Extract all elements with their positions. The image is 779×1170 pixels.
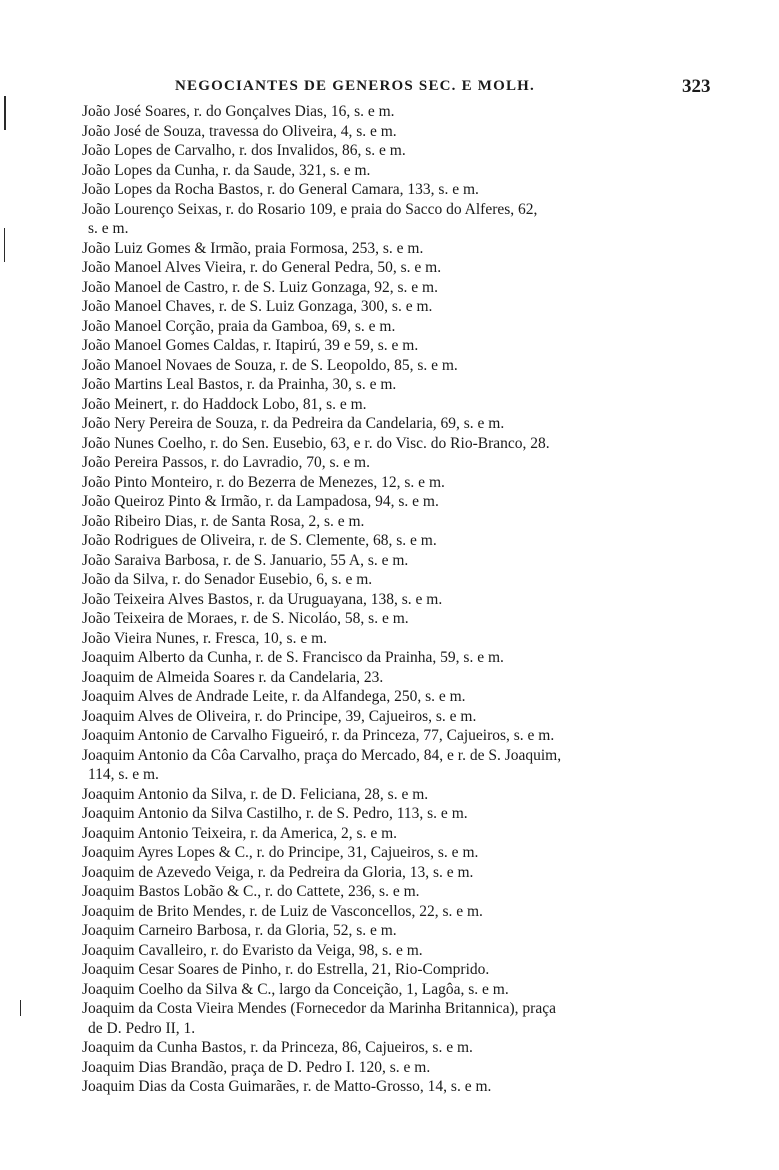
entry-text: João Manoel Novaes de Souza, r. de S. Leopoldo, 85, s. e m. [82, 356, 458, 374]
directory-entry [82, 1038, 722, 1058]
entry-text: Joaquim de Almeida Soares r. da Candelaria, 23. [82, 668, 384, 686]
entry-text: Joaquim Alves de Oliveira, r. do Principe, 39, Cajueiros, s. e m. [82, 707, 477, 725]
entry-text: Joaquim Cesar Soares de Pinho, r. do Estrella, 21, Rio-Comprido. [82, 961, 490, 978]
directory-entry [82, 258, 722, 278]
entry-text: Joaquim da Cunha Bastos, r. da Princeza, 86, Cajueiros, s. e m. [82, 1039, 473, 1056]
directory-entry [82, 843, 722, 863]
entry-text: Joaquim Antonio da Silva Castilho, r. de S. Pedro, 113, s. e m. [82, 805, 468, 822]
directory-entry [82, 707, 722, 727]
directory-entry [82, 590, 722, 610]
directory-entry [82, 141, 722, 161]
entry-text: Joaquim Ayres Lopes & C., r. do Principe, 31, Cajueiros, s. e m. [82, 844, 479, 861]
entry-text: Joaquim Cavalleiro, r. do Evaristo da Veiga, 98, s. e m. [82, 941, 423, 959]
directory-entry [82, 473, 722, 493]
entry-text: Joaquim Carneiro Barbosa, r. da Gloria, 52, s. e m. [82, 922, 397, 939]
merchant-directory-list [82, 102, 722, 1097]
entry-text: João Lopes da Cunha, r. da Saude, 321, s. e m. [82, 161, 371, 179]
directory-entry [82, 609, 722, 629]
entry-text: João Manoel Corção, praia da Gamboa, 69, s. e m. [82, 317, 396, 335]
entry-text: João Lopes de Carvalho, r. dos Invalidos, 86, s. e m. [82, 142, 406, 159]
entry-text: João José de Souza, travessa do Oliveira, 4, s. e m. [82, 122, 397, 140]
entry-text: João Meinert, r. do Haddock Lobo, 81, s. e m. [82, 395, 367, 413]
directory-entry [82, 824, 722, 844]
directory-entry [82, 239, 722, 259]
directory-entry [82, 921, 722, 941]
page-number: 323 [682, 76, 711, 97]
directory-entry [82, 863, 722, 883]
directory-entry [82, 453, 722, 473]
entry-text: Joaquim da Costa Vieira Mendes (Fornecedor da Marinha Britannica), praça [82, 1000, 556, 1017]
entry-text: João da Silva, r. do Senador Eusebio, 6, s. e m. [82, 571, 373, 588]
directory-entry [82, 648, 722, 668]
directory-entry [82, 356, 722, 376]
directory-entry [82, 785, 722, 805]
entry-text: João Martins Leal Bastos, r. da Prainha, 30, s. e m. [82, 376, 397, 393]
entry-text: João Manoel Alves Vieira, r. do General Pedra, 50, s. e m. [82, 259, 442, 276]
entry-continuation: 114, s. e m. [88, 766, 159, 783]
directory-entry [82, 746, 722, 785]
entry-text: João Lourenço Seixas, r. do Rosario 109, e praia do Sacco do Alferes, 62, [82, 200, 538, 218]
directory-entry [82, 317, 722, 337]
entry-text: Joaquim Dias da Costa Guimarães, r. de Matto-Grosso, 14, s. e m. [82, 1078, 492, 1095]
entry-text: Joaquim Alves de Andrade Leite, r. da Alfandega, 250, s. e m. [82, 688, 466, 705]
entry-text: João Nery Pereira de Souza, r. da Pedreira da Candelaria, 69, s. e m. [82, 415, 505, 432]
entry-text: Joaquim de Azevedo Veiga, r. da Pedreira da Gloria, 13, s. e m. [82, 863, 474, 881]
entry-text: João Pinto Monteiro, r. do Bezerra de Menezes, 12, s. e m. [82, 473, 445, 491]
directory-entry [82, 414, 722, 434]
directory-entry [82, 122, 722, 142]
directory-entry [82, 726, 722, 746]
directory-entry [82, 1077, 722, 1097]
entry-text: Joaquim Antonio Teixeira, r. da America, 2, s. e m. [82, 824, 398, 842]
entry-text: João Vieira Nunes, r. Fresca, 10, s. e m. [82, 629, 328, 647]
directory-entry [82, 531, 722, 551]
entry-text: Joaquim Alberto da Cunha, r. de S. Francisco da Prainha, 59, s. e m. [82, 649, 504, 666]
directory-entry [82, 902, 722, 922]
entry-text: João Manoel de Castro, r. de S. Luiz Gonzaga, 92, s. e m. [82, 278, 438, 296]
directory-entry [82, 395, 722, 415]
directory-entry [82, 278, 722, 298]
entry-text: Joaquim Bastos Lobão & C., r. do Cattete, 236, s. e m. [82, 883, 420, 900]
entry-text: João Manoel Gomes Caldas, r. Itapirú, 39 e 59, s. e m. [82, 337, 419, 354]
entry-text: Joaquim Antonio da Côa Carvalho, praça do Mercado, 84, e r. de S. Joaquim, [82, 746, 562, 764]
entry-text: João Rodrigues de Oliveira, r. de S. Clemente, 68, s. e m. [82, 532, 437, 549]
margin-ink-mark [4, 96, 6, 130]
directory-entry [82, 570, 722, 590]
directory-entry [82, 687, 722, 707]
entry-text: João José Soares, r. do Gonçalves Dias, 16, s. e m. [82, 103, 395, 120]
directory-entry [82, 551, 722, 571]
directory-entry [82, 180, 722, 200]
directory-entry [82, 375, 722, 395]
directory-entry [82, 200, 722, 239]
entry-text: Joaquim Coelho da Silva & C., largo da Conceição, 1, Lagôa, s. e m. [82, 980, 509, 998]
margin-ink-mark [4, 228, 5, 262]
entry-text: Joaquim de Brito Mendes, r. de Luiz de Vasconcellos, 22, s. e m. [82, 902, 483, 920]
entry-text: João Manoel Chaves, r. de S. Luiz Gonzaga, 300, s. e m. [82, 298, 433, 315]
entry-text: João Queiroz Pinto & Irmão, r. da Lampadosa, 94, s. e m. [82, 493, 439, 510]
entry-text: Joaquim Dias Brandão, praça de D. Pedro I. 120, s. e m. [82, 1058, 431, 1076]
running-header [0, 78, 779, 100]
entry-continuation: s. e m. [88, 220, 129, 237]
directory-entry [82, 512, 722, 532]
directory-entry [82, 1058, 722, 1078]
directory-entry [82, 336, 722, 356]
directory-entry [82, 882, 722, 902]
directory-entry [82, 980, 722, 1000]
entry-text: João Nunes Coelho, r. do Sen. Eusebio, 63, e r. do Visc. do Rio-Branco, 28. [82, 434, 550, 452]
entry-text: Joaquim Antonio de Carvalho Figueiró, r. da Princeza, 77, Cajueiros, s. e m. [82, 727, 555, 744]
entry-text: João Teixeira de Moraes, r. de S. Nicoláo, 58, s. e m. [82, 610, 409, 627]
directory-entry [82, 297, 722, 317]
directory-entry [82, 161, 722, 181]
directory-entry [82, 492, 722, 512]
entry-text: João Luiz Gomes & Irmão, praia Formosa, 253, s. e m. [82, 239, 424, 257]
directory-entry [82, 804, 722, 824]
entry-text: João Saraiva Barbosa, r. de S. Januario, 55 A, s. e m. [82, 551, 409, 569]
margin-ink-mark [20, 1000, 21, 1016]
directory-entry [82, 999, 722, 1038]
entry-continuation: de D. Pedro II, 1. [88, 1019, 196, 1037]
entry-text: João Teixeira Alves Bastos, r. da Uruguayana, 138, s. e m. [82, 590, 443, 608]
directory-entry [82, 960, 722, 980]
entry-text: João Lopes da Rocha Bastos, r. do General Camara, 133, s. e m. [82, 181, 479, 198]
directory-entry [82, 102, 722, 122]
entry-text: João Pereira Passos, r. do Lavradio, 70, s. e m. [82, 454, 370, 471]
directory-entry [82, 434, 722, 454]
directory-entry [82, 941, 722, 961]
directory-entry [82, 668, 722, 688]
entry-text: Joaquim Antonio da Silva, r. de D. Feliciana, 28, s. e m. [82, 785, 429, 803]
header-title: NEGOCIANTES DE GENEROS SEC. E MOLH. [175, 78, 535, 94]
directory-entry [82, 629, 722, 649]
entry-text: João Ribeiro Dias, r. de Santa Rosa, 2, s. e m. [82, 512, 365, 530]
